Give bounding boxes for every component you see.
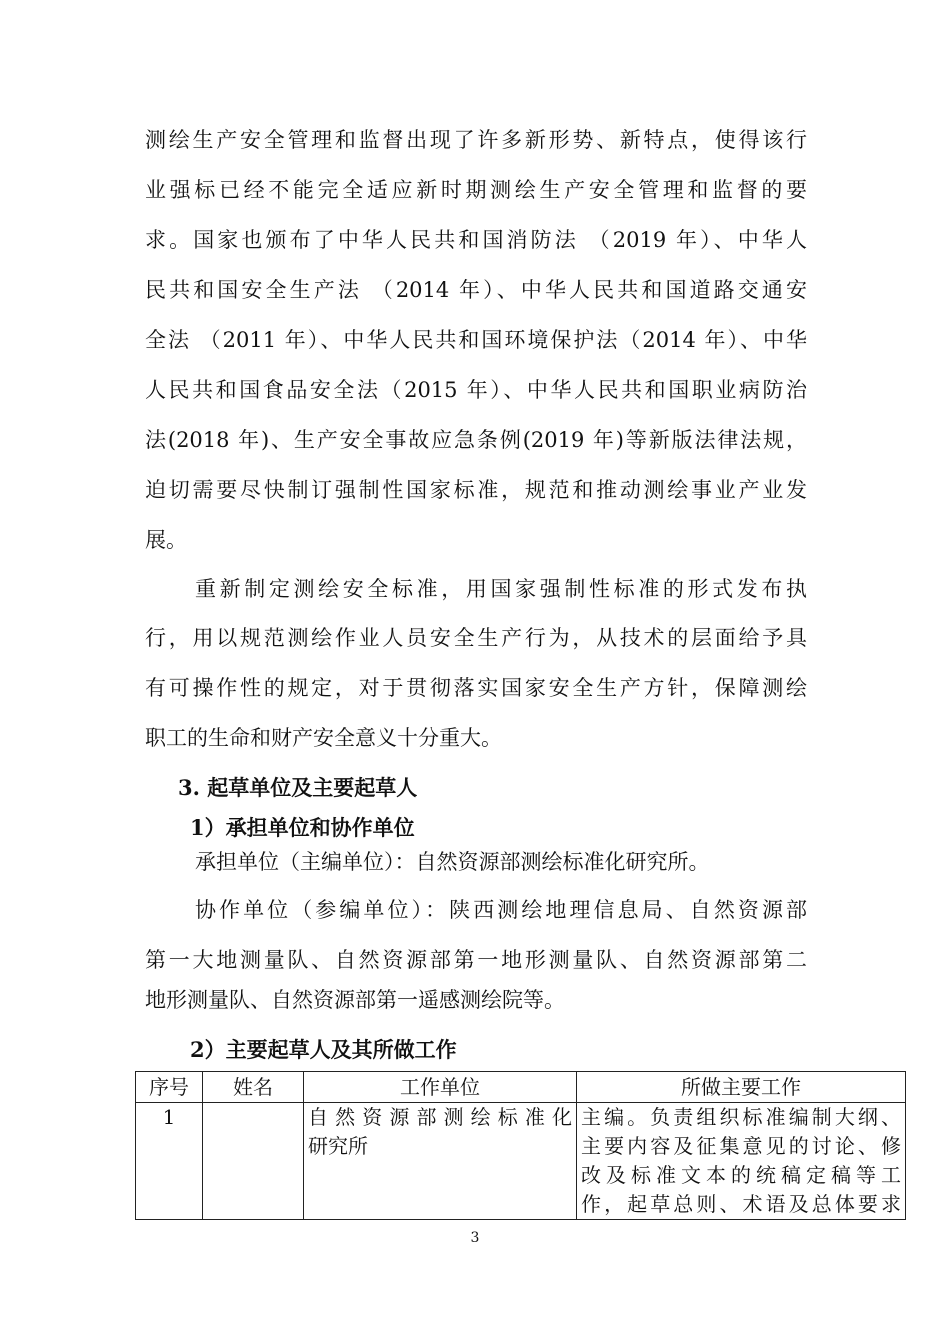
cell-unit xyxy=(304,1103,577,1220)
drafters-table xyxy=(135,1071,906,1220)
cell-name xyxy=(203,1103,304,1220)
undertaking-unit: 承担单位（主编单位）：自然资源部测绘标准化研究所。 xyxy=(195,850,710,874)
text-line: 人民共和国食品安全法（2015 年）、中华人民共和国职业病防治 xyxy=(145,378,807,402)
text-line: 求。国家也颁布了中华人民共和国消防法 （2019 年）、中华人 xyxy=(145,228,807,252)
text-line: 民共和国安全生产法 （2014 年）、中华人民共和国道路交通安 xyxy=(145,278,807,302)
table-header-row xyxy=(136,1072,906,1103)
header-no: 序号 xyxy=(136,1072,203,1103)
text-line: 全法 （2011 年）、中华人民共和国环境保护法（2014 年）、中华 xyxy=(145,328,807,352)
text-line: 迫切需要尽快制订强制性国家标准，规范和推动测绘事业产业发 xyxy=(145,478,807,502)
text-line: 地形测量队、自然资源部第一遥感测绘院等。 xyxy=(145,988,565,1012)
text-line: 行，用以规范测绘作业人员安全生产行为，从技术的层面给予具 xyxy=(145,626,807,650)
text-line: 展。 xyxy=(145,528,187,552)
work-line: 主要内容及征集意见的讨论、修 xyxy=(581,1134,901,1158)
work-line: 改及标准文本的统稿定稿等工 xyxy=(581,1163,901,1187)
work-line: 作，起草总则、术语及总体要求 xyxy=(581,1192,901,1216)
subsection-heading: 2）主要起草人及其所做工作 xyxy=(190,1037,457,1062)
text-line: 法(2018 年)、生产安全事故应急条例(2019 年)等新版法律法规， xyxy=(145,428,807,452)
text-line: 业强标已经不能完全适应新时期测绘生产安全管理和监督的要 xyxy=(145,178,807,202)
page-number: 3 xyxy=(470,1230,480,1246)
text-line: 有可操作性的规定，对于贯彻落实国家安全生产方针，保障测绘 xyxy=(145,676,807,700)
header-name: 姓名 xyxy=(203,1072,304,1103)
work-line: 主编。负责组织标准编制大纲、 xyxy=(581,1105,901,1129)
text-line: 职工的生命和财产安全意义十分重大。 xyxy=(145,726,502,750)
text-line: 测绘生产安全管理和监督出现了许多新形势、新特点，使得该行 xyxy=(145,128,807,152)
text-line: 第一大地测量队、自然资源部第一地形测量队、自然资源部第二 xyxy=(145,948,807,972)
text-line: 协作单位（参编单位）：陕西测绘地理信息局、自然资源部 xyxy=(195,898,807,922)
cell-no: 1 xyxy=(136,1103,203,1220)
subsection-heading: 1）承担单位和协作单位 xyxy=(190,815,415,840)
unit-line: 自然资源部测绘标准化 xyxy=(308,1105,572,1129)
header-unit: 工作单位 xyxy=(304,1072,577,1103)
table-row xyxy=(136,1103,906,1220)
cell-work xyxy=(577,1103,906,1220)
text-line: 重新制定测绘安全标准，用国家强制性标准的形式发布执 xyxy=(195,577,807,601)
header-work: 所做主要工作 xyxy=(577,1072,906,1103)
unit-line: 研究所 xyxy=(308,1134,368,1158)
section-heading: 3. 起草单位及主要起草人 xyxy=(178,775,418,800)
